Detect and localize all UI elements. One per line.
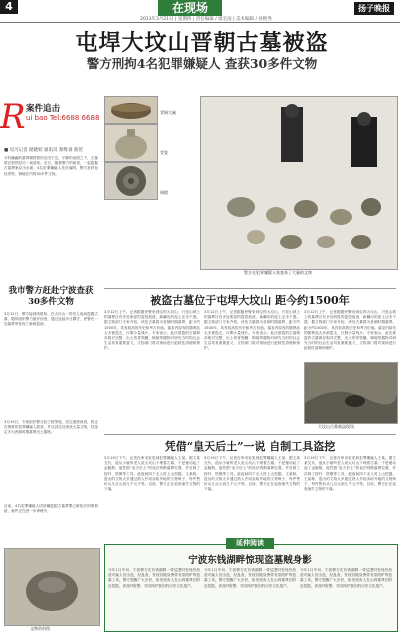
lower-article-col2: 3月19日下午，记者在审讯室见到犯罪嫌疑人王某。据王某交代，他从小就听老人说大坟山下埋着古墓，于是便动起了歪脑筋。他凭借“皇天后土”的说法判断墓葬位置，并自制了探杆、铁锹等工具，趁夜间四下无人时上山挖掘。王某称，盗出的文物大多通过熟人介绍卖给外地的文物贩子，每件售价从几百元到几千元不等。目前，警方正在追查流失文物的下落。 [204, 456, 300, 492]
caption-seized-relics: 警方在犯罪嫌疑人家查获了大量的文物 [244, 270, 312, 275]
left-article-title: 我市警方赶赴宁波查获30多件文物 [8, 286, 94, 307]
date-line: 2013年3月21日 | 星期四 | 责任编辑 / 康宏雨 | 美术编辑 / 孙艳秀 [140, 17, 272, 22]
intro-paragraph: 平时幽幽的墓葬紧挨着的农田宁边，平静的表面之下，古墓群正悄然经历一场浩劫。近日，随着警方的侦查，一起盗掘古墓葬案浮出水面，4名犯罪嫌疑人先后落网，警方查获包括青瓷、铜镜在内的30多件文物。 [4, 156, 98, 176]
sidebar-col1: 今年1月中旬，宁波警方在东钱湖畔一带巡逻时发现有形迹可疑人员出没，经盘查，发现其随身携带有洛阳铲等盗墓工具。警方提醒广大市民，如发现有人在山林墓葬区附近挖掘，请及时报警，共同保护我们的历史文化遗产。 [108, 568, 200, 588]
middle-article-col2: 3月12日上午，记者跟随民警来到屯垾大坟山，只见山坡上的墓葬区有多处明显的盗挖痕迹，新翻出的泥土还未干透。据文物部门专家介绍，该处古墓群为晋朝时期墓葬，距今约1500年，具有较高的历史和考古价值。墓室内原有的随葬品大多被盗走，仅剩少量残片。专家表示，此次被盗的古墓保存相对完整，出土的青瓷罐、铜镜等器物对研究当时的社会生活具有重要意义，文物部门将对现场进行抢救性清理和保护。 [204, 310, 300, 351]
sidebar-title: 宁波东钱湖畔惊现盗墓贼身影 [188, 555, 312, 566]
photo-seized-relics [200, 96, 398, 270]
photo-bronze-bowl [104, 96, 158, 124]
lower-rule [104, 434, 396, 435]
paper-name: 扬子晚报 [354, 2, 394, 15]
middle-article-title: 被盗古墓位于屯垾大坟山 距今约1500年 [150, 294, 350, 307]
left-article-p2: 3月12日，警方接到线报称，在大坟山一带有人夜间盗掘古墓，随即组织警力展开侦查，通过连续多日蹲守，民警在一处墓葬旁发现了新鲜盗洞。 [4, 312, 98, 327]
header-rule [0, 22, 400, 23]
subheadline: 警方刑拘4名犯罪嫌疑人 查获30多件文物 [86, 56, 318, 71]
caption-celadon: 青瓷 [160, 150, 168, 155]
sidebar-col2: 今年1月中旬，宁波警方在东钱湖畔一带巡逻时发现有形迹可疑人员出没，经盘查，发现其随身携带有洛阳铲等盗墓工具。警方提醒广大市民，如发现有人在山林墓葬区附近挖掘，请及时报警，共同保护我们的历史文化遗产。 [204, 568, 296, 588]
headline: 屯垾大坟山晋朝古墓被盗 [75, 30, 329, 56]
caption-mirror: 铜镜 [160, 190, 168, 195]
photo-relic-archive [4, 548, 100, 626]
photo-tomb-site [304, 362, 398, 424]
column-label: 案件追击 [26, 104, 61, 114]
middle-article-col1: 3月12日上午，记者跟随民警来到屯垾大坟山，只见山坡上的墓葬区有多处明显的盗挖痕迹，新翻出的泥土还未干透。据文物部门专家介绍，该处古墓群为晋朝时期墓葬，距今约1500年，具有较高的历史和考古价值。墓室内原有的随葬品大多被盗走，仅剩少量残片。专家表示，此次被盗的古墓保存相对完整，出土的青瓷罐、铜镜等器物对研究当时的社会生活具有重要意义，文物部门将对现场进行抢救性清理和保护。 [104, 310, 200, 351]
hotline-en: ui bao Tel:6688 6688 [26, 114, 100, 122]
byline: ■ 见习记者 储晓姣 通讯员 蔡维睿 蔡贺 [4, 148, 83, 153]
ruibao-logo-letter: R [0, 97, 26, 137]
page-number: 4 [0, 0, 18, 14]
lower-article-col3: 3月19日下午，记者在审讯室见到犯罪嫌疑人王某。据王某交代，他从小就听老人说大坟山下埋着古墓，于是便动起了歪脑筋。他凭借“皇天后土”的说法判断墓葬位置，并自制了探杆、铁锹等工具，趁夜间四下无人时上山挖掘。王某称，盗出的文物大多通过熟人介绍卖给外地的文物贩子，每件售价从几百元到几千元不等。目前，警方正在追查流失文物的下落。 [304, 456, 396, 492]
lower-article-title: 凭借“皇天后土”一说 自制工具盗挖 [164, 440, 336, 453]
extended-reading-label: 延伸阅读 [226, 538, 274, 549]
left-article-p4: 目前，4名犯罪嫌疑人因涉嫌盗掘古墓葬罪已被依法刑事拘留，案件正在进一步审理中。 [4, 504, 98, 514]
sidebar-col3: 今年1月中旬，宁波警方在东钱湖畔一带巡逻时发现有形迹可疑人员出没，经盘查，发现其随身携带有洛阳铲等盗墓工具。警方提醒广大市民，如发现有人在山林墓葬区附近挖掘，请及时报警，共同保护我们的历史文化遗产。 [300, 568, 392, 588]
photo-bronze-mirror [104, 162, 158, 200]
caption-tomb-site: 大坟山古墓被盗现场 [318, 424, 354, 429]
section-banner: 在现场 [158, 0, 222, 16]
middle-rule [104, 288, 396, 289]
lower-article-col1: 3月19日下午，记者在审讯室见到犯罪嫌疑人王某。据王某交代，他从小就听老人说大坟山下埋着古墓，于是便动起了歪脑筋。他凭借“皇天后土”的说法判断墓葬位置，并自制了探杆、铁锹等工具，趁夜间四下无人时上山挖掘。王某称，盗出的文物大多通过熟人介绍卖给外地的文物贩子，每件售价从几百元到几千元不等。目前，警方正在追查流失文物的下落。 [104, 456, 200, 492]
caption-bronze-bowl: 青铜大碗 [160, 110, 176, 115]
middle-article-col3: 3月12日上午，记者跟随民警来到屯垾大坟山，只见山坡上的墓葬区有多处明显的盗挖痕迹，新翻出的泥土还未干透。据文物部门专家介绍，该处古墓群为晋朝时期墓葬，距今约1500年，具有较高的历史和考古价值。墓室内原有的随葬品大多被盗走，仅剩少量残片。专家表示，此次被盗的古墓保存相对完整，出土的青瓷罐、铜镜等器物对研究当时的社会生活具有重要意义，文物部门将对现场进行抢救性清理和保护。 [304, 310, 396, 351]
caption-archive: 文物资料图 [30, 626, 50, 631]
photo-celadon-jar [104, 124, 158, 162]
left-article-p3: 3月15日，专案组民警分赴宁波等地，经过缜密侦查，将正在销赃的犯罪嫌疑人抓获，并从其住处查获大量文物，经鉴定多为晋朝时期墓葬出土器物。 [4, 420, 98, 435]
